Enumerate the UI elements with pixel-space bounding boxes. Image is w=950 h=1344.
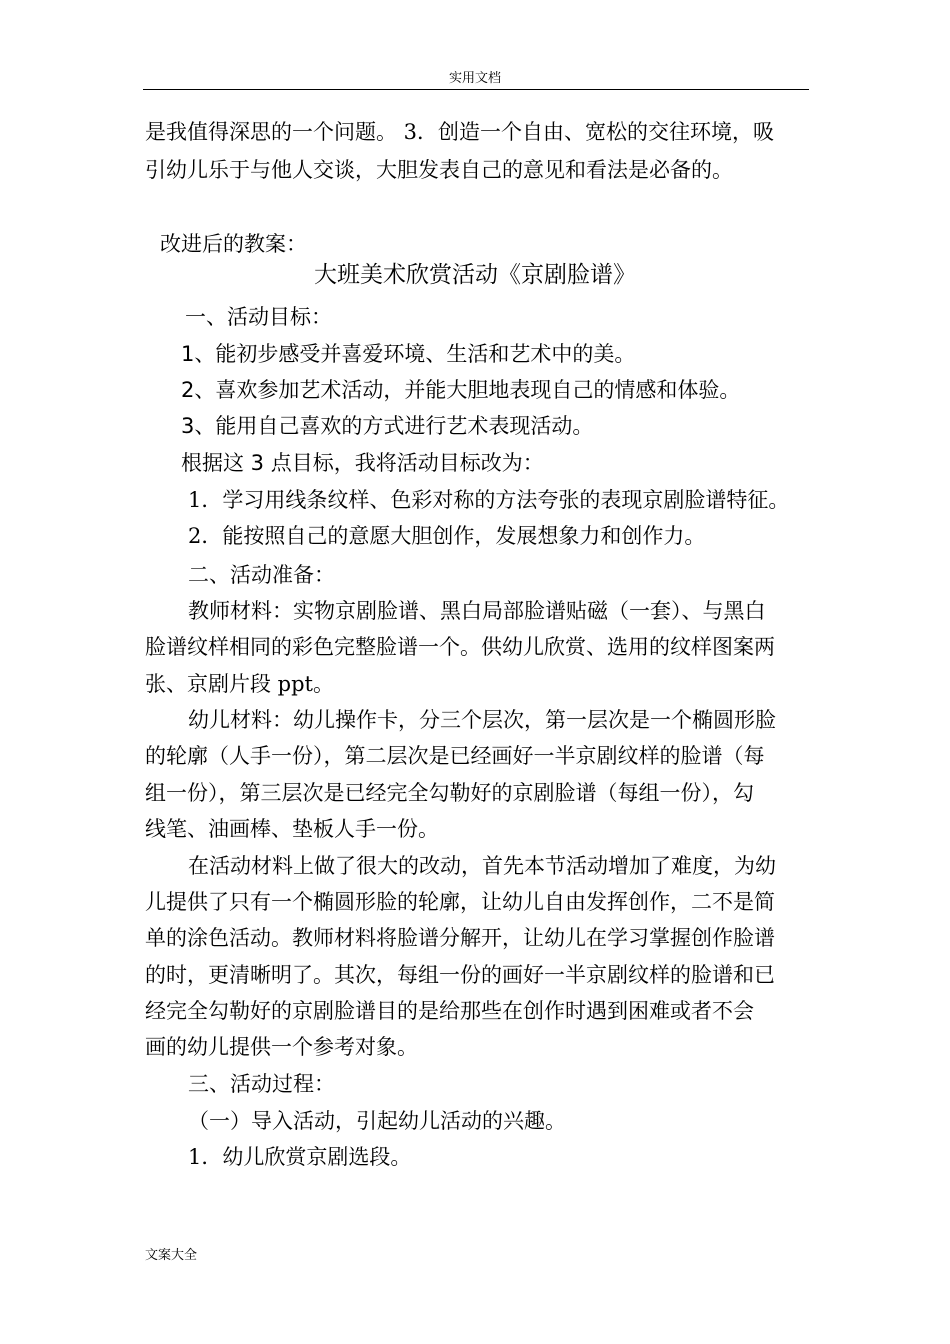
- goal-item: 3、能用自己喜欢的方式进行艺术表现活动。: [181, 414, 594, 438]
- paragraph-line: 脸谱纹样相同的彩色完整脸谱一个。供幼儿欣赏、选用的纹样图案两: [145, 635, 775, 659]
- paragraph-line: 组一份），第三层次是已经完全勾勒好的京剧脸谱（每组一份），勾: [145, 781, 754, 805]
- paragraph-line: 张、京剧片段 ppt。: [145, 672, 334, 696]
- paragraph-line: 教师材料：实物京剧脸谱、黑白局部脸谱贴磁（一套）、与黑白: [188, 599, 766, 623]
- goal-item: 2、喜欢参加艺术活动，并能大胆地表现自己的情感和体验。: [181, 378, 741, 402]
- paragraph-line: 画的幼儿提供一个参考对象。: [145, 1035, 418, 1059]
- paragraph-line: 幼儿材料：幼儿操作卡，分三个层次，第一层次是一个椭圆形脸: [188, 708, 776, 732]
- step-heading: （一）导入活动，引起幼儿活动的兴趣。: [188, 1109, 566, 1133]
- header-divider: [143, 89, 809, 90]
- paragraph-line: 在活动材料上做了很大的改动，首先本节活动增加了难度，为幼: [188, 854, 776, 878]
- paragraph-line: 经完全勾勒好的京剧脸谱目的是给那些在创作时遇到困难或者不会: [145, 999, 754, 1023]
- paragraph-line: 引幼儿乐于与他人交谈，大胆发表自己的意见和看法是必备的。: [145, 158, 733, 182]
- goal-item: 1、能初步感受并喜爱环境、生活和艺术中的美。: [181, 342, 636, 366]
- paragraph-line: 的轮廓（人手一份），第二层次是已经画好一半京剧纹样的脸谱（每: [145, 744, 765, 768]
- lesson-title: 大班美术欣赏活动《京剧脸谱》: [314, 262, 636, 288]
- revised-goal-item: 2．能按照自己的意愿大胆创作，发展想象力和创作力。: [188, 524, 706, 548]
- section-heading-goals: 一、活动目标：: [185, 305, 332, 329]
- revised-goal-item: 1．学习用线条纹样、色彩对称的方法夸张的表现京剧脸谱特征。: [188, 488, 790, 512]
- page-footer: 文案大全: [145, 1248, 198, 1263]
- step-item: 1．幼儿欣赏京剧选段。: [188, 1145, 412, 1169]
- section-heading-process: 三、活动过程：: [188, 1072, 335, 1096]
- paragraph-line: 的时，更清晰明了。其次，每组一份的画好一半京剧纹样的脸谱和已: [145, 963, 775, 987]
- paragraph-line: 是我值得深思的一个问题。 3．创造一个自由、宽松的交往环境，吸: [145, 120, 775, 144]
- paragraph-line: 线笔、油画棒、垫板人手一份。: [145, 817, 439, 841]
- header-text: 实用文档: [448, 71, 501, 86]
- paragraph-line: 单的涂色活动。教师材料将脸谱分解开，让幼儿在学习掌握创作脸谱: [145, 926, 775, 950]
- goal-intro: 根据这 3 点目标，我将活动目标改为：: [181, 451, 544, 475]
- paragraph-line: 儿提供了只有一个椭圆形脸的轮廓，让幼儿自由发挥创作，二不是简: [145, 890, 775, 914]
- section-heading-preparation: 二、活动准备：: [188, 563, 335, 587]
- improved-plan-label: 改进后的教案：: [160, 232, 307, 256]
